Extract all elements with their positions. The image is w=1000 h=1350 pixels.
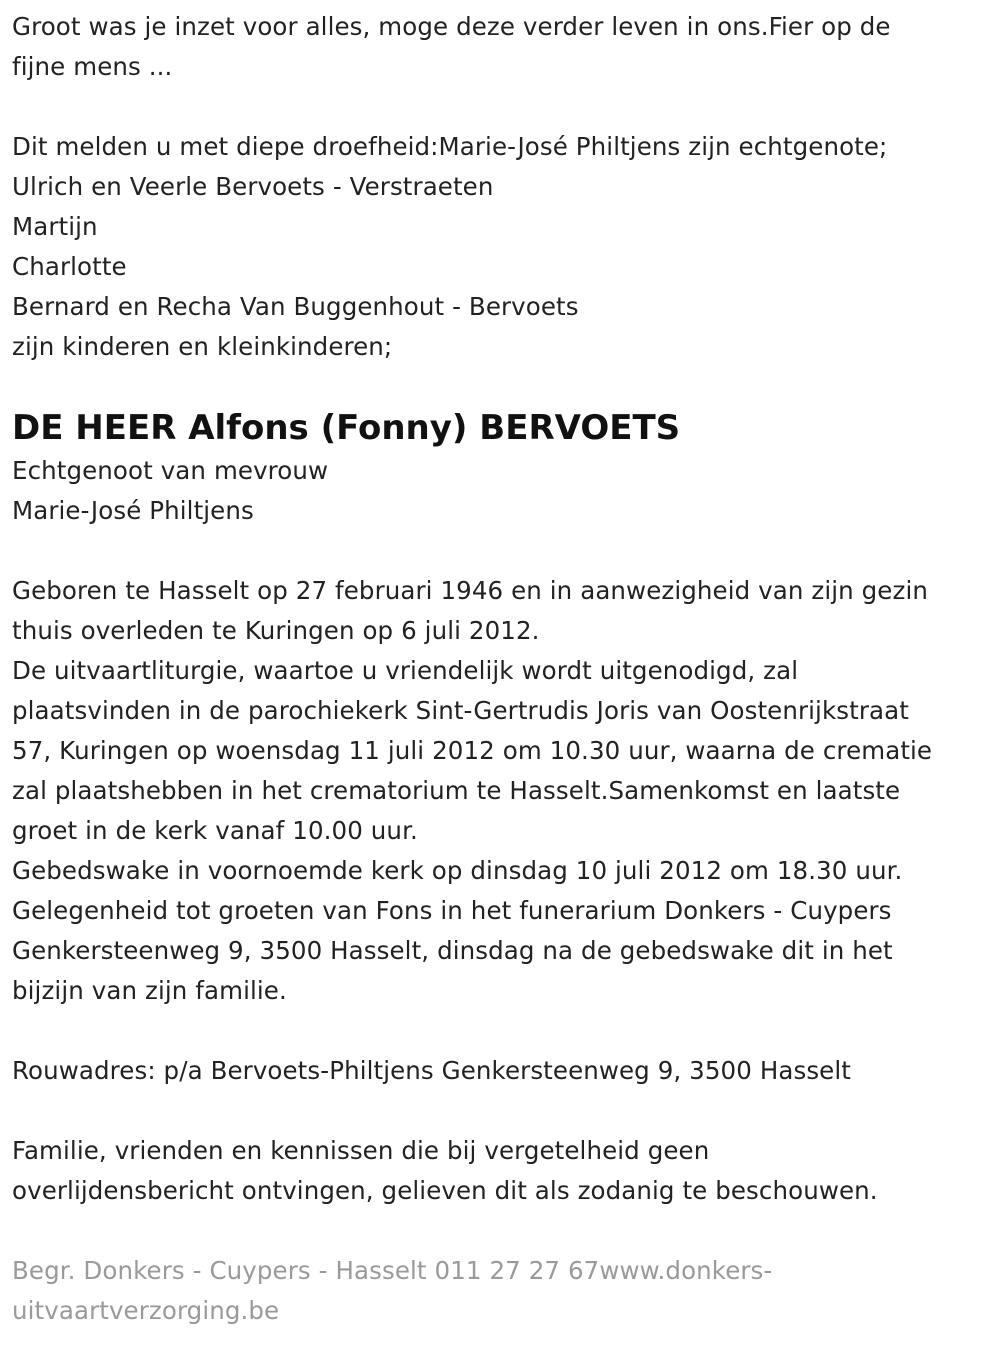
spouse-paragraph bbox=[12, 451, 1000, 531]
announcers-paragraph bbox=[12, 127, 1000, 367]
text-line: plaatsvinden in de parochiekerk Sint-Gertrudis Joris van Oostenrijkstraat bbox=[12, 696, 909, 725]
text-line: bijzijn van zijn familie. bbox=[12, 976, 287, 1005]
address-paragraph bbox=[12, 1051, 1000, 1091]
text-line: thuis overleden te Kuringen op 6 juli 2012. bbox=[12, 616, 540, 645]
text-line: 57, Kuringen op woensdag 11 juli 2012 om 10.30 uur, waarna de crematie bbox=[12, 736, 933, 765]
text-line: Marie-José Philtjens bbox=[12, 496, 254, 525]
text-line: fijne mens ... bbox=[12, 52, 173, 81]
text-line: Genkersteenweg 9, 3500 Hasselt, dinsdag na de gebedswake dit in het bbox=[12, 936, 893, 965]
text-line: Dit melden u met diepe droefheid:Marie-José Philtjens zijn echtgenote; bbox=[12, 132, 888, 161]
details-paragraph bbox=[12, 571, 1000, 1011]
text-line: Begr. Donkers - Cuypers - Hasselt 011 27 27 67www.donkers- bbox=[12, 1256, 773, 1285]
text-line: Ulrich en Veerle Bervoets - Verstraeten bbox=[12, 172, 494, 201]
text-line: overlijdensbericht ontvingen, gelieven dit als zodanig te beschouwen. bbox=[12, 1176, 878, 1205]
text-line: Geboren te Hasselt op 27 februari 1946 en in aanwezigheid van zijn gezin bbox=[12, 576, 928, 605]
text-line: zal plaatshebben in het crematorium te Hasselt.Samenkomst en laatste bbox=[12, 776, 901, 805]
text-line: zijn kinderen en kleinkinderen; bbox=[12, 332, 393, 361]
text-line: De uitvaartliturgie, waartoe u vriendelijk wordt uitgenodigd, zal bbox=[12, 656, 799, 685]
text-line: groet in de kerk vanaf 10.00 uur. bbox=[12, 816, 418, 845]
notice-paragraph bbox=[12, 1131, 1000, 1211]
text-line: Familie, vrienden en kennissen die bij vergetelheid geen bbox=[12, 1136, 710, 1165]
text-line: uitvaartverzorging.be bbox=[12, 1296, 280, 1325]
text-line: Bernard en Recha Van Buggenhout - Bervoets bbox=[12, 292, 579, 321]
text-line: Gelegenheid tot groeten van Fons in het funerarium Donkers - Cuypers bbox=[12, 896, 892, 925]
text-line: Gebedswake in voornoemde kerk op dinsdag 10 juli 2012 om 18.30 uur. bbox=[12, 856, 903, 885]
text-line: Martijn bbox=[12, 212, 98, 241]
funeral-home-footer bbox=[12, 1251, 1000, 1331]
intro-paragraph bbox=[12, 7, 1000, 87]
text-line: Charlotte bbox=[12, 252, 127, 281]
text-line: Groot was je inzet voor alles, moge deze verder leven in ons.Fier op de bbox=[12, 12, 891, 41]
text-line: Echtgenoot van mevrouw bbox=[12, 456, 329, 485]
deceased-name-heading: DE HEER Alfons (Fonny) BERVOETS bbox=[12, 408, 681, 448]
text-line: Rouwadres: p/a Bervoets-Philtjens Genkersteenweg 9, 3500 Hasselt bbox=[12, 1056, 851, 1085]
